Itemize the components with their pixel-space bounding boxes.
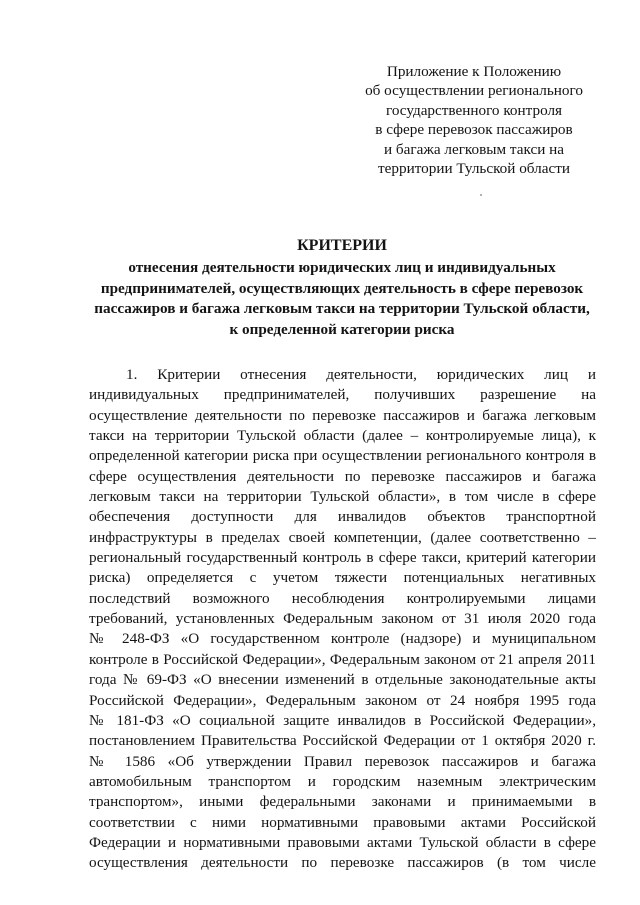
body-line: осуществление деятельности по перевозке пассажиров и багажа легковым [89,406,596,424]
body-line: определенной категории риска при осуществлении регионального контроля в [89,447,596,465]
appendix-line: государственного контроля [385,101,563,119]
body-line: риска) определяется с учетом тяжести потенциальных негативных [89,569,596,587]
subtitle-line: к определенной категории риска [229,320,455,338]
appendix-note [348,62,600,178]
body-line: легковым такси на территории Тульской области», в том числе в сфере [89,488,596,506]
body-line: № 181-ФЗ «О социальной защите инвалидов в Российской Федерации», [89,711,596,729]
body-line: постановлением Правительства Российской Федерации от 1 октября 2020 г. [89,732,596,750]
document-title: КРИТЕРИИ [297,237,387,254]
body-line: автомобильным транспортом и городским наземным электрическим [89,772,596,790]
body-line: года № 69-ФЗ «О внесении изменений в отдельные законодательные акты [89,671,596,689]
subtitle-line: отнесения деятельности юридических лиц и индивидуальных [128,259,556,276]
body-line: индивидуальных предпринимателей, получивших разрешение на [89,386,596,404]
body-line: соответствии с ними нормативными правовыми актами Российской [89,813,596,831]
appendix-line: в сфере перевозок пассажиров [375,121,573,139]
appendix-line: и багажа легковым такси на [383,140,565,158]
body-line: сфере осуществления деятельности по перевозке пассажиров и багажа [89,467,596,485]
body-line: Федерации и нормативными правовыми актами Тульской области в сфере [89,833,596,851]
body-line: инфраструктуры в пределах своей компетенции, (далее соответственно – [89,528,596,546]
body-line: 1. Критерии отнесения деятельности, юридических лиц и [126,366,596,383]
body-line: № 1586 «Об утверждении Правил перевозок пассажиров и багажа [89,752,596,770]
subtitle-line: предпринимателей, осуществляющих деятельность в сфере перевозок [100,279,584,297]
body-line: такси на территории Тульской области (далее – контролируемые лица), к [89,427,596,445]
subtitle-line: пассажиров и багажа легковым такси на территории Тульской области, [94,300,590,318]
body-line: № 248-ФЗ «О государственном контроле (надзоре) и муниципальном [89,630,596,648]
body-line: осуществления деятельности по перевозке пассажиров (в том числе [89,854,596,872]
body-paragraph [89,365,596,874]
body-line: обеспечения доступности для инвалидов объектов транспортной [89,508,596,526]
scan-speck [480,194,482,196]
appendix-line: Приложение к Положению [386,63,562,80]
body-line: последствий возможного несоблюдения контролируемыми лицами [89,589,596,607]
document-subtitle [84,258,600,340]
body-line: Российской Федерации», Федеральным законом от 24 ноября 1995 года [89,691,596,709]
body-line: контроле в Российской Федерации», Федеральным законом от 21 апреля 2011 [89,650,596,668]
body-line: региональный государственный контроль в сфере такси, критерий категории [89,549,596,567]
body-line: транспортом», иными федеральными законами и принимаемыми в [89,793,596,811]
body-line: требований, установленных Федеральным законом от 31 июля 2020 года [89,610,596,628]
appendix-line: территории Тульской области [378,160,570,178]
appendix-line: об осуществлении регионального [365,82,583,100]
